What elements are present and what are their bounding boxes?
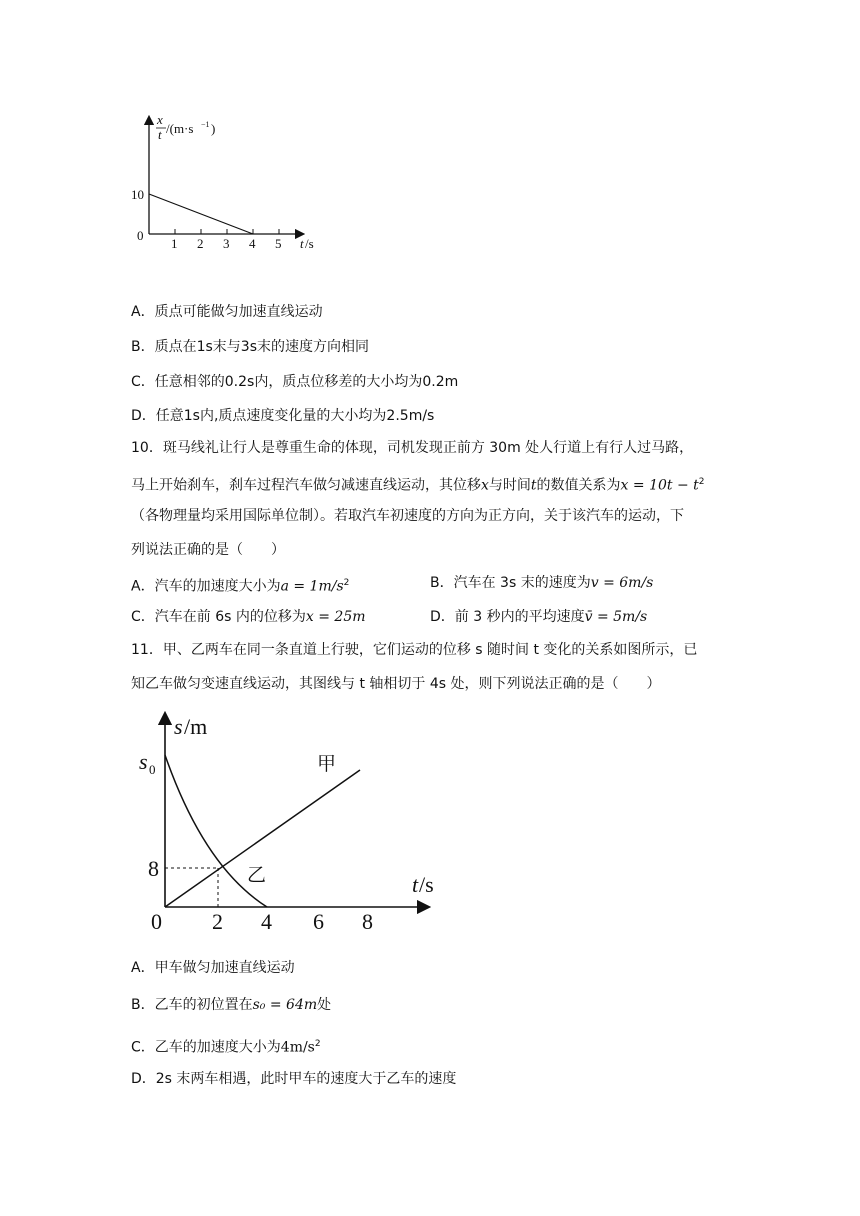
q10-stem-line3: （各物理量均采用国际单位制）。若取汽车初速度的方向为正方向，关于该汽车的运动，下 [131, 508, 684, 524]
displacement-time-graph [134, 710, 444, 940]
origin-label: 0 [137, 228, 144, 243]
q10-equation: x = 10t − t [620, 477, 699, 494]
q10-stem-line1: 10．斑马线礼让行人是尊重生命的体现，司机发现正前方 30m 处人行道上有行人过马路， [131, 440, 694, 456]
x-tick-6: 6 [313, 909, 324, 934]
y-tick-10: 10 [131, 187, 144, 202]
q11-option-d: D．2s 末两车相遇，此时甲车的速度大于乙车的速度 [131, 1071, 457, 1087]
q10-option-b-math: v = 6m/s [590, 575, 654, 591]
x-tick-4: 4 [261, 909, 272, 934]
q10-option-b [430, 573, 653, 593]
velocity-time-graph [128, 112, 328, 252]
x-label-unit: /s [305, 236, 314, 251]
q10-option-c-text: C．汽车在前 6s 内的位移为 [131, 609, 306, 625]
y-label-denominator: t [158, 127, 162, 142]
x-tick-8: 8 [362, 909, 373, 934]
data-line [149, 194, 253, 234]
q10-option-a-exp: 2 [343, 578, 350, 588]
y-label: s [174, 714, 183, 739]
x-tick-1: 1 [171, 236, 178, 251]
x-tick-0: 0 [151, 909, 162, 934]
s0-subscript: 0 [149, 762, 156, 777]
x-tick-3: 3 [223, 236, 230, 251]
q9-option-b: B．质点在1s末与3s末的速度方向相同 [131, 339, 370, 355]
q11-option-c-math: 4m/s [280, 1039, 315, 1056]
q10-option-c [131, 607, 366, 627]
series-jia-label: 甲 [317, 753, 337, 775]
q11-option-a: A．甲车做匀加速直线运动 [131, 960, 295, 976]
q11-option-c-text: C．乙车的加速度大小为 [131, 1039, 281, 1056]
q10-option-a [131, 573, 349, 597]
q10-line2-b: 与时间 [488, 477, 531, 494]
x-tick-2: 2 [212, 909, 223, 934]
q11-option-c-exp: 2 [314, 1039, 321, 1049]
x-label: t [412, 872, 419, 897]
q9-option-d: D．任意1s内,质点速度变化量的大小均为2.5m/s [131, 408, 435, 424]
q11-option-b-tail: 处 [317, 997, 332, 1013]
q10-option-d-text: D．前 3 秒内的平均速度 [430, 609, 585, 625]
y-tick-8: 8 [148, 856, 159, 881]
q11-option-c [131, 1034, 321, 1058]
series-jia-line [165, 770, 360, 907]
q11-stem-line1: 11．甲、乙两车在同一条直道上行驶，它们运动的位移 s 随时间 t 变化的关系如图所示，已 [131, 642, 698, 658]
x-tick-2: 2 [197, 236, 204, 251]
q10-stem-line4: 列说法正确的是（ ） [131, 542, 285, 558]
x-label: t [300, 236, 304, 251]
q10-line2-c: 的数值关系为 [536, 477, 621, 494]
q9-option-c: C．任意相邻的0.2s内，质点位移差的大小均为0.2m [131, 374, 459, 390]
q10-option-a-math: a = 1m/s [280, 578, 344, 595]
q10-option-d [430, 607, 647, 627]
q10-option-c-math: x = 25m [305, 609, 366, 625]
q11-option-b-text: B．乙车的初位置在 [131, 997, 253, 1013]
s0-label: s [139, 749, 148, 774]
q11-option-b [131, 995, 331, 1015]
y-label-exponent: −1 [201, 120, 210, 129]
q10-line2-a: 马上开始刹车，刹车过程汽车做匀减速直线运动，其位移 [131, 477, 481, 494]
q9-option-a: A．质点可能做匀加速直线运动 [131, 304, 323, 320]
series-yi-label: 乙 [247, 864, 267, 886]
x-label-unit: /s [419, 872, 434, 897]
q10-option-d-math: v̄ = 5m/s [584, 609, 648, 625]
q10-equation-exp: 2 [698, 477, 705, 487]
x-tick-5: 5 [275, 236, 282, 251]
q11-option-b-math: s₀ = 64m [252, 997, 318, 1013]
y-label-close: ) [211, 121, 216, 136]
y-label-unit: /(m·s [166, 121, 194, 136]
q10-stem-line2 [131, 472, 705, 496]
x-tick-4: 4 [249, 236, 256, 251]
y-label-numerator: x [157, 112, 163, 127]
y-label-unit: /m [184, 714, 208, 739]
q10-option-b-text: B．汽车在 3s 末的速度为 [430, 575, 591, 591]
q11-stem-line2: 知乙车做匀变速直线运动，其图线与 t 轴相切于 4s 处，则下列说法正确的是（ ） [131, 676, 661, 692]
q10-var-x: x [481, 477, 489, 494]
q10-option-a-text: A．汽车的加速度大小为 [131, 578, 281, 595]
q10-var-t: t [530, 477, 537, 494]
